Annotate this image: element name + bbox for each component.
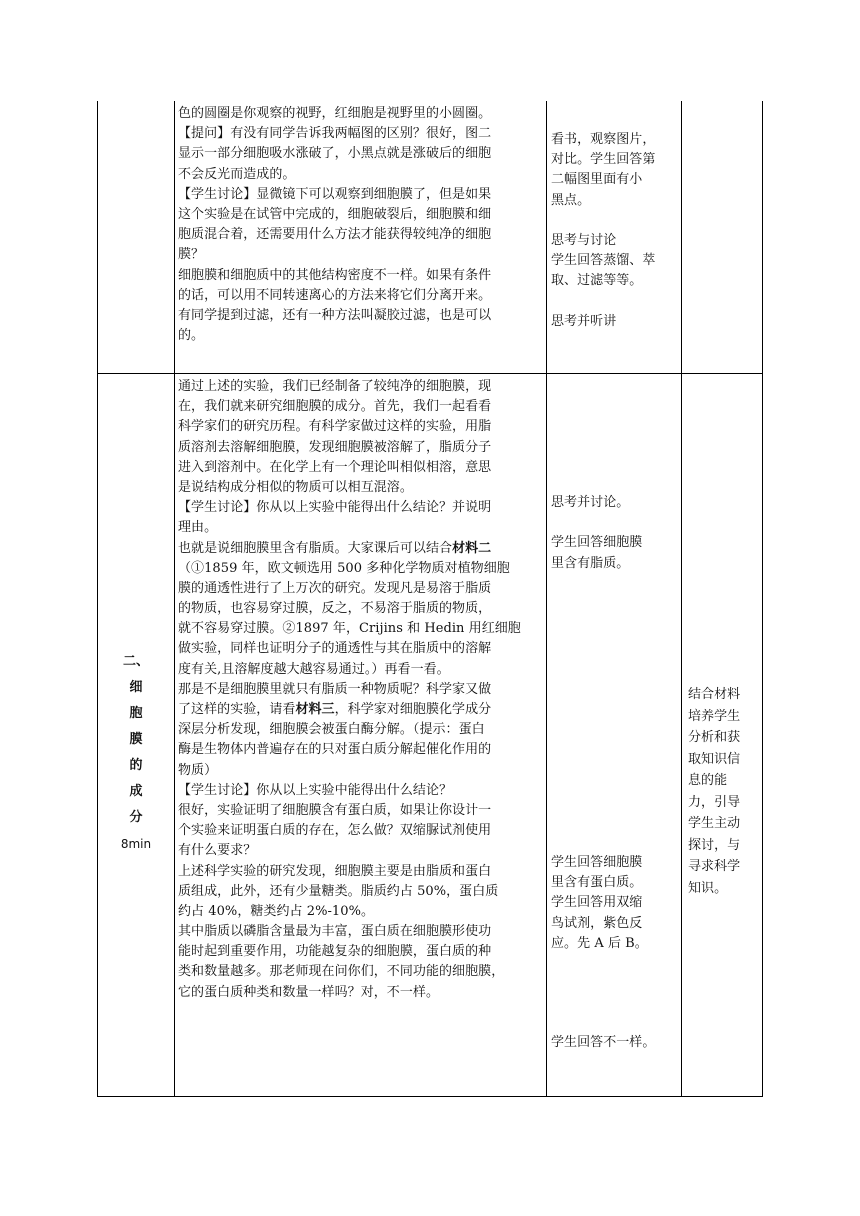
- text-line: 【学生讨论】显微镜下可以观察到细胞膜了，但是如果: [178, 186, 492, 202]
- text-line: 取、过滤等等。: [551, 273, 643, 289]
- section-char: 成: [129, 784, 143, 799]
- text-line: 取知识信: [688, 751, 741, 767]
- text-line: （①1859 年，欧文顿选用 500 多种化学物质对植物细胞: [178, 560, 510, 576]
- table-col-divider-3: [681, 101, 682, 1097]
- table-col-divider-1: [174, 101, 175, 1097]
- text-line: 酶是生物体内普遍存在的只对蛋白质分解起催化作用的: [178, 742, 492, 758]
- table-col-divider-2: [546, 101, 547, 1097]
- text-line: 类和数量越多。那老师现在问你们，不同功能的细胞膜，: [178, 964, 505, 980]
- text-line: 理由。: [178, 520, 218, 536]
- text-line: 探讨，与: [688, 837, 741, 853]
- text-line: 科学家们的研究历程。有科学家做过这样的实验，用脂: [178, 419, 492, 435]
- lower-student-cell-b: [551, 853, 648, 954]
- text-line: 学生回答用双缩: [551, 895, 643, 911]
- text-line: 里含有脂质。: [551, 555, 630, 571]
- text-line: 的话，可以用不同转速离心的方法来将它们分离开来。: [178, 287, 492, 303]
- text-fragment: 了这样的实验，请看: [178, 702, 296, 717]
- text-line: [551, 513, 642, 533]
- text-line: 思考与讨论: [551, 232, 617, 248]
- text-line: 思考并听讲: [551, 313, 617, 329]
- section-char: 二、: [122, 654, 149, 669]
- text-line-material-three: [178, 700, 521, 720]
- text-line-material-two: [178, 539, 521, 559]
- text-line: 的物质，也容易穿过膜，反之，不易溶于脂质的物质，: [178, 601, 492, 617]
- text-line: 看书，观察图片，: [551, 132, 656, 147]
- text-line: 能时起到重要作用，功能越复杂的细胞膜，蛋白质的种: [178, 944, 492, 960]
- lower-student-cell-c: [551, 1033, 655, 1053]
- text-line: 色的圆圈是你观察的视野，红细胞是视野里的小圆圈。: [178, 106, 492, 121]
- text-line: 质溶剂去溶解细胞膜，发现细胞膜被溶解了，脂质分子: [178, 439, 492, 455]
- section-char: 细: [129, 680, 143, 695]
- text-line: 结合材料: [688, 687, 741, 702]
- text-line: 鸟试剂，紫色反: [551, 915, 643, 931]
- text-line: 膜？: [178, 247, 205, 263]
- text-line: 个实验来证明蛋白质的存在，怎么做？双缩脲试剂使用: [178, 823, 492, 839]
- text-line: 息的能: [688, 773, 728, 788]
- text-line: 约占 40%，糖类约占 2%-10%。: [178, 903, 375, 919]
- upper-content-cell: [178, 104, 491, 346]
- text-line: 很好，实验证明了细胞膜含有蛋白质，如果让你设计一: [178, 802, 492, 818]
- text-line: 在，我们就来研究细胞膜的成分。首先，我们一起看看: [178, 399, 492, 415]
- text-line: 【学生讨论】你从以上实验中能得出什么结论？: [178, 782, 453, 798]
- text-line: 胞质混合着，还需要用什么方法才能获得较纯净的细胞: [178, 227, 492, 243]
- text-line: 黑点。: [551, 192, 591, 208]
- text-line: 物质）: [178, 762, 218, 778]
- text-line: 这个实验是在试管中完成的，细胞破裂后，细胞膜和细: [178, 206, 492, 222]
- table-border-bottom: [97, 1096, 763, 1097]
- text-line: 质组成，此外，还有少量糖类。脂质约占 50%，蛋白质: [178, 883, 499, 899]
- material-three-label: 材料三: [295, 702, 335, 717]
- table-border-left: [97, 101, 98, 1097]
- text-line: 深层分析发现，细胞膜会被蛋白酶分解。（提示：蛋白: [178, 722, 485, 738]
- section-char: 膜: [129, 732, 143, 747]
- lower-purpose-cell: [688, 684, 740, 899]
- text-line: 那是不是细胞膜里就只有脂质一种物质呢？科学家又做: [178, 681, 492, 697]
- text-line: 膜的通透性进行了上万次的研究。发现凡是易溶于脂质: [178, 580, 492, 596]
- text-line: 不会反光而造成的。: [178, 166, 296, 182]
- section-label: [98, 649, 174, 857]
- section-time: 8min: [120, 837, 152, 851]
- text-line: 寻求科学: [688, 859, 741, 874]
- text-line: 通过上述的实验，我们已经制备了较纯净的细胞膜，现: [178, 379, 492, 394]
- section-char: 分: [129, 810, 143, 825]
- text-line: 学生主动: [688, 816, 741, 831]
- text-line: 【提问】有没有同学告诉我两幅图的区别？很好，图二: [178, 126, 492, 142]
- text-fragment: 也就是说细胞膜里含有脂质。大家课后可以结合: [178, 540, 453, 556]
- material-two-label: 材料二: [452, 540, 492, 556]
- text-line: 二幅图里面有小: [551, 172, 643, 188]
- text-line: 有什么要求？: [178, 843, 257, 859]
- text-line: 知识。: [688, 880, 728, 896]
- text-line: 进入到溶剂中。在化学上有一个理论叫相似相溶，意思: [178, 459, 492, 475]
- text-line: [551, 211, 655, 231]
- text-line: 其中脂质以磷脂含量最为丰富，蛋白质在细胞膜形使功: [178, 924, 492, 940]
- text-line: 里含有蛋白质。: [551, 875, 643, 891]
- text-line: 显示一部分细胞吸水涨破了，小黑点就是涨破后的细胞: [178, 146, 492, 162]
- text-line: 有同学提到过滤，还有一种方法叫凝胶过滤，也是可以: [178, 307, 492, 323]
- text-line: 对比。学生回答第: [551, 152, 656, 168]
- table-border-right: [762, 101, 763, 1097]
- lower-content-cell: [178, 377, 521, 1003]
- lower-student-cell-a: [551, 493, 642, 574]
- text-line: 度有关,且溶解度越大越容易通过。）再看一看。: [178, 661, 450, 677]
- text-line: 学生回答蒸馏、萃: [551, 253, 656, 269]
- text-line: 上述科学实验的研究发现，细胞膜主要是由脂质和蛋白: [178, 863, 492, 879]
- text-line: 培养学生: [688, 708, 741, 724]
- text-line: 【学生讨论】你从以上实验中能得出什么结论？并说明: [178, 500, 492, 516]
- text-line: 分析和获: [688, 730, 741, 745]
- text-line: 的。: [178, 328, 205, 344]
- text-line: 学生回答细胞膜: [551, 855, 643, 870]
- text-fragment: ，科学家对细胞膜化学成分: [334, 702, 492, 717]
- text-line: [551, 292, 655, 312]
- text-line: 学生回答不一样。: [551, 1035, 656, 1050]
- text-line: 细胞膜和细胞质中的其他结构密度不一样。如果有条件: [178, 267, 492, 283]
- text-line: 学生回答细胞膜: [551, 535, 643, 551]
- text-line: 应。先 A 后 B。: [551, 935, 648, 951]
- upper-student-cell: [551, 130, 655, 332]
- text-line: 它的蛋白质种类和数量一样吗？对，不一样。: [178, 984, 440, 1000]
- text-line: 是说结构成分相似的物质可以相互混溶。: [178, 479, 413, 495]
- text-line: 做实验，同样也证明分子的通透性与其在脂质中的溶解: [178, 641, 492, 657]
- section-char: 的: [129, 758, 143, 773]
- text-line: 力，引导: [688, 794, 741, 810]
- row-divider: [97, 373, 763, 374]
- section-char: 胞: [129, 706, 143, 721]
- text-line: 思考并讨论。: [551, 495, 630, 510]
- text-line: 就不容易穿过膜。②1897 年，Crijins 和 Hedin 用红细胞: [178, 621, 521, 637]
